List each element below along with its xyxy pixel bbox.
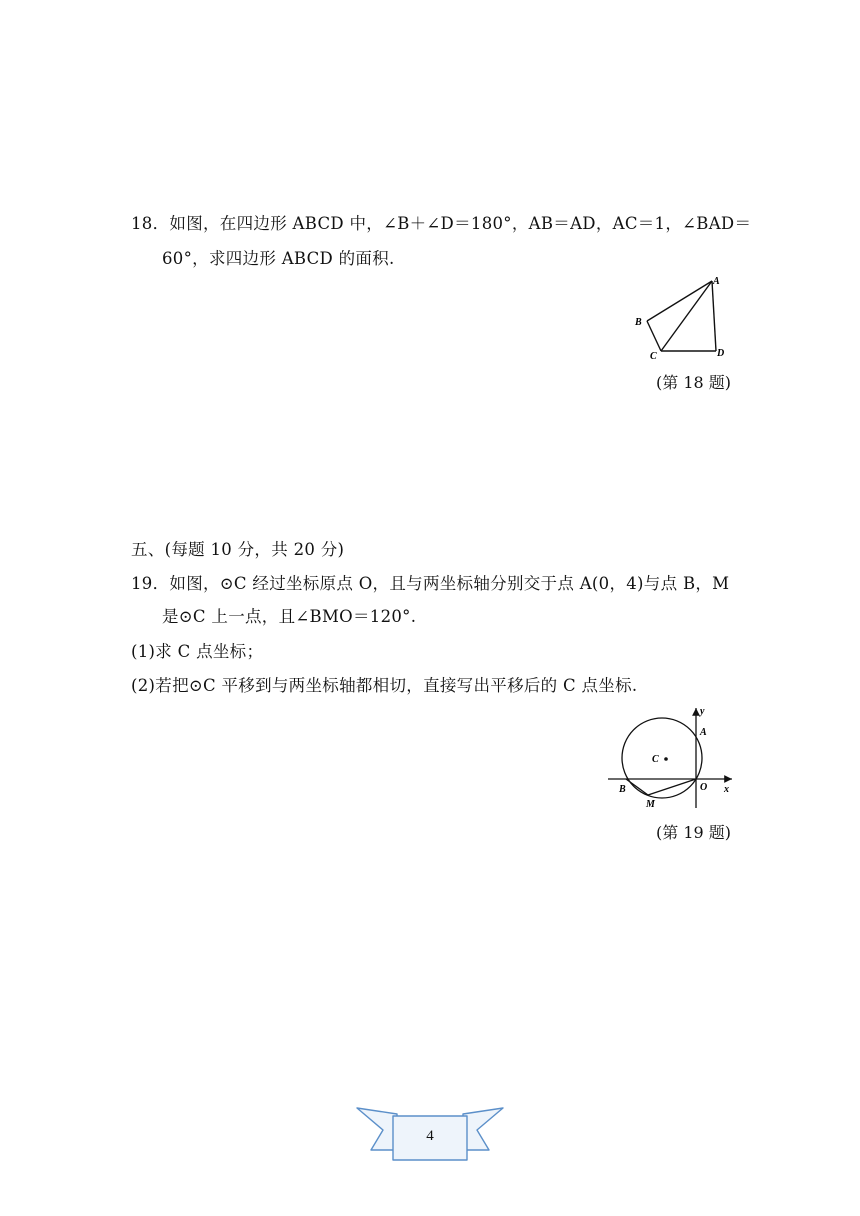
q18-diagonal-AC bbox=[661, 281, 712, 351]
q19-label-C: C bbox=[652, 754, 659, 765]
q18-line2: 60°，求四边形 ABCD 的面积. bbox=[162, 249, 395, 268]
q18-caption: (第 18 题) bbox=[656, 373, 732, 392]
q19-line1: 19．如图，⊙C 经过坐标原点 O，且与两坐标轴分别交于点 A(0，4)与点 B，M bbox=[131, 574, 730, 593]
q18-edge-AB bbox=[647, 281, 712, 321]
q18-label-C: C bbox=[650, 351, 657, 362]
q18-label-D: D bbox=[717, 348, 725, 359]
q19-circle-C bbox=[622, 718, 702, 798]
q19-part1: (1)求 C 点坐标； bbox=[131, 642, 264, 661]
ribbon-left-tail bbox=[357, 1108, 397, 1150]
ribbon-right-tail bbox=[463, 1108, 503, 1150]
q18-edge-BC bbox=[647, 321, 661, 351]
q18-line1: 18．如图，在四边形 ABCD 中，∠B＋∠D＝180°，AB＝AD，AC＝1，∠BAD＝ bbox=[131, 214, 752, 233]
q18-label-A: A bbox=[713, 276, 720, 287]
q19-chord-BM bbox=[626, 779, 648, 795]
section5-heading: 五、(每题 10 分，共 20 分) bbox=[131, 540, 345, 559]
q19-label-B: B bbox=[619, 784, 626, 795]
q19-figure bbox=[604, 700, 740, 812]
q19-part2: (2)若把⊙C 平移到与两坐标轴都相切，直接写出平移后的 C 点坐标. bbox=[131, 676, 638, 695]
page-number: 4 bbox=[426, 1128, 434, 1144]
q19-center-dot bbox=[664, 757, 668, 761]
q19-label-x: x bbox=[724, 784, 729, 795]
q19-caption: (第 19 题) bbox=[656, 823, 732, 842]
q19-label-y: y bbox=[700, 706, 705, 717]
q19-label-M: M bbox=[646, 799, 655, 810]
q19-label-A: A bbox=[700, 727, 707, 738]
q19-label-O: O bbox=[700, 782, 708, 793]
q18-edge-DA bbox=[712, 281, 716, 351]
q18-label-B: B bbox=[635, 317, 642, 328]
q19-line2: 是⊙C 上一点，且∠BMO＝120°. bbox=[162, 607, 417, 626]
q18-figure bbox=[628, 272, 738, 364]
